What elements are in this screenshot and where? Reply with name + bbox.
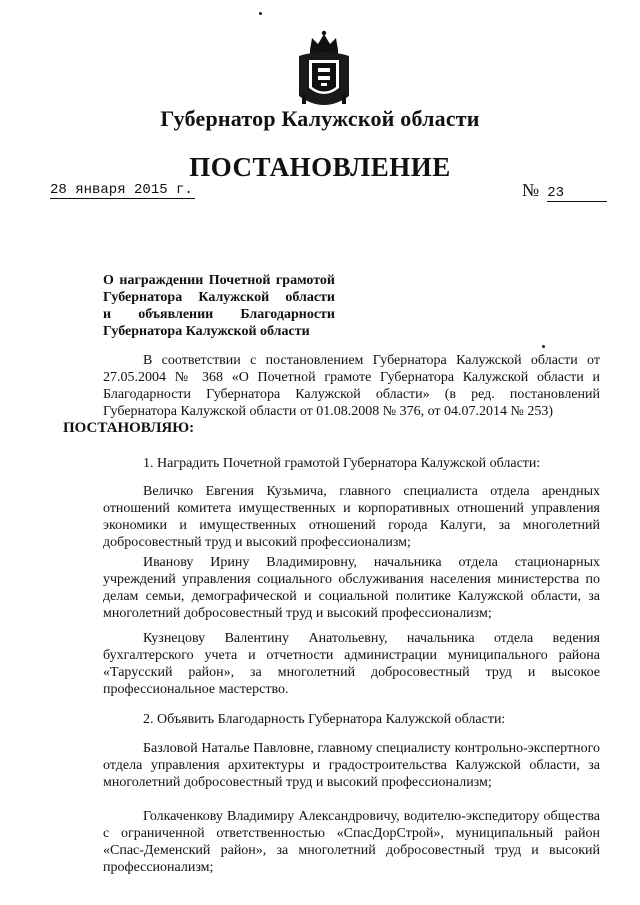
- subject-line: О награждении Почетной грамотой: [103, 273, 335, 288]
- document-type-title: ПОСТАНОВЛЕНИЕ: [189, 152, 451, 182]
- document-number: [522, 180, 607, 202]
- decree-word: ПОСТАНОВЛЯЮ:: [63, 420, 195, 436]
- subject-line: Губернатора Калужской области: [103, 324, 310, 339]
- award-entry: Величко Евгения Кузьмича, главного специалиста отдела арендных отношений комитета имущественных и корпоративных отношений управления экономики и имущественных отношений города Калуги, за многолетний добросовестный труд и высокий профессионализм;: [103, 484, 600, 550]
- authority-title: Губернатор Калужской области: [160, 106, 480, 131]
- subject-line: Губернатора Калужской области: [103, 290, 335, 305]
- award-entry: Кузнецову Валентину Анатольевну, начальника отдела ведения бухгалтерского учета и отчетности администрации муниципального района «Тарусский район», за многолетний добросовестный труд и высокое профессиональное мастерство.: [103, 631, 600, 697]
- award-entry: Иванову Ирину Владимировну, начальника отдела стационарных учреждений управления социального обслуживания населения министерства по делам семьи, демографической и социальной политике Калужской области, за многолетний добросовестный труд и высокий профессионализм;: [103, 555, 600, 621]
- section-2-heading: 2. Объявить Благодарность Губернатора Калужской области:: [143, 712, 506, 727]
- coat-of-arms-emblem: [296, 30, 352, 112]
- scan-speck: [542, 345, 545, 348]
- document-date: 28 января 2015 г.: [50, 182, 193, 198]
- preamble-paragraph: [63, 352, 600, 437]
- section-1-heading: 1. Наградить Почетной грамотой Губернатора Калужской области:: [143, 456, 541, 471]
- number-sign: №: [522, 180, 540, 200]
- document-subject: [103, 272, 335, 340]
- subject-line: и объявлении Благодарности: [103, 307, 335, 322]
- gratitude-entry: Базловой Наталье Павловне, главному специалисту контрольно-экспертного отдела управления архитектуры и градостроительства Калужской области, за многолетний добросовестный труд и высокий профессионализм;: [103, 741, 600, 790]
- scan-speck: [259, 12, 262, 15]
- preamble-text: В соответствии с постановлением Губернатора Калужской области от 27.05.2004 № 368 «О Почетной грамоте Губернатора Калужской области и Благодарности Губернатора Калужской области» (в ред. постановлений Губернатора Калужской области от 01.08.2008 № 376, от 04.07.2014 № 253): [103, 353, 600, 419]
- number-value: 23: [547, 185, 607, 202]
- gratitude-entry: Голкаченкову Владимиру Александровичу, водителю-экспедитору общества с ограниченной ответственностью «СпасДорСтрой», муниципальный район «Спас-Деменский район», за многолетний добросовестный труд и высокий профессионализм;: [103, 809, 600, 875]
